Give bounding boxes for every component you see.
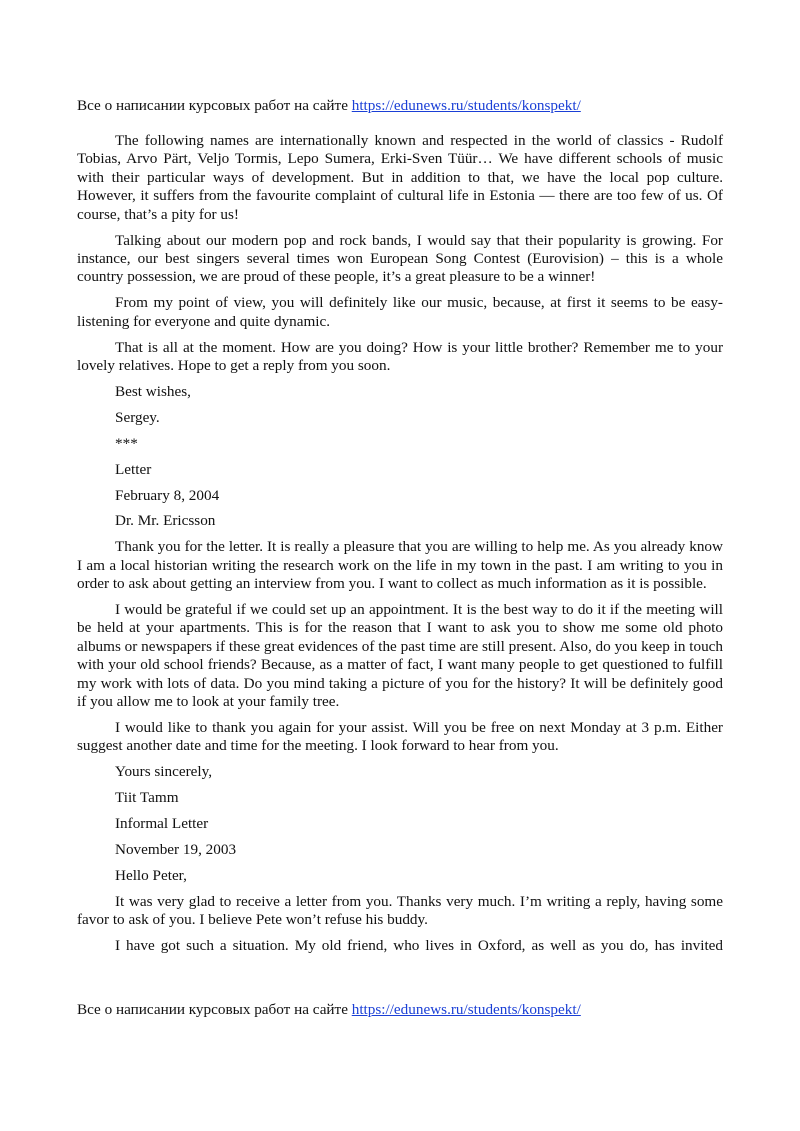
paragraph-opinion: From my point of view, you will definitely like our music, because, at first it seems to be easy-listening for everyone and quite dynamic. xyxy=(77,294,723,330)
footer-link[interactable]: https://edunews.ru/students/konspekt/ xyxy=(351,1001,581,1018)
paragraph-pop-bands: Talking about our modern pop and rock bands, I would say that their popularity is growing. For instance, our best singers several times won European Song Contest (Eurovision) – this is a whole country possession, we are proud of these people, it’s a great pleasure to be a winner! xyxy=(77,231,723,286)
document-body xyxy=(77,132,723,963)
sign-off: Best wishes, xyxy=(115,382,191,400)
header-text: Все о написании курсовых работ на сайте xyxy=(77,97,348,114)
separator: *** xyxy=(115,434,138,452)
letter-sign-off: Yours sincerely, xyxy=(115,763,213,781)
footer-text: Все о написании курсовых работ на сайте xyxy=(77,1001,348,1018)
paragraph-situation: I have got such a situation. My old friend, who lives in Oxford, as well as you do, has invited xyxy=(115,937,723,955)
paragraph-glad: It was very glad to receive a letter from you. Thanks very much. I’m writing a reply, having some favor to ask of you. I believe Pete won’t refuse his buddy. xyxy=(77,892,723,929)
page-header xyxy=(77,96,581,116)
paragraph-thanks: Thank you for the letter. It is really a pleasure that you are willing to help me. As you already know I am a local historian writing the research work on the life in my town in the past. I am writing to you in order to ask about getting an interview from you. I want to collect as much information as it is possible. xyxy=(77,538,723,593)
letter-salutation: Dr. Mr. Ericsson xyxy=(115,512,216,530)
header-link[interactable]: https://edunews.ru/students/konspekt/ xyxy=(351,97,581,114)
paragraph-appointment: I would be grateful if we could set up an appointment. It is the best way to do it if the meeting will be held at your apartments. This is for the reason that I want to ask you to show me some old photo albums or newspapers if these great evidences of the past time are still present. Also, do you keep in touch with your old school friends? Because, as a matter of fact, I want many people to get questioned to fulfill my work with lots of data. Do you mind taking a picture of you for the history? It will be definitely good if you allow me to look at your family tree. xyxy=(77,601,723,711)
paragraph-thank-again: I would like to thank you again for your assist. Will you be free on next Monday at 3 p.m. Either suggest another date and time for the meeting. I look forward to hear from you. xyxy=(77,718,723,755)
paragraph-classics: The following names are internationally known and respected in the world of classics - Rudolf Tobias, Arvo Pärt, Veljo Tormis, Lepo Sumera, Erki-Sven Tüür… We have different schools of music with their particular ways of development. But in addition to that, we have the local pop culture. However, it suffers from the favourite complaint of cultural life in Estonia — there are too few of us. Of course, that’s a pity for us! xyxy=(77,132,723,223)
paragraph-closing: That is all at the moment. How are you doing? How is your little brother? Remember me to your lovely relatives. Hope to get a reply from you soon. xyxy=(77,338,723,374)
informal-salutation: Hello Peter, xyxy=(115,866,187,884)
signature: Sergey. xyxy=(115,408,160,426)
page-footer xyxy=(77,1000,581,1020)
section-title-informal: Informal Letter xyxy=(115,815,209,833)
section-title: Letter xyxy=(115,460,152,478)
letter-date: February 8, 2004 xyxy=(115,486,220,504)
letter-signature: Tiit Tamm xyxy=(115,789,179,807)
informal-date: November 19, 2003 xyxy=(115,841,237,858)
